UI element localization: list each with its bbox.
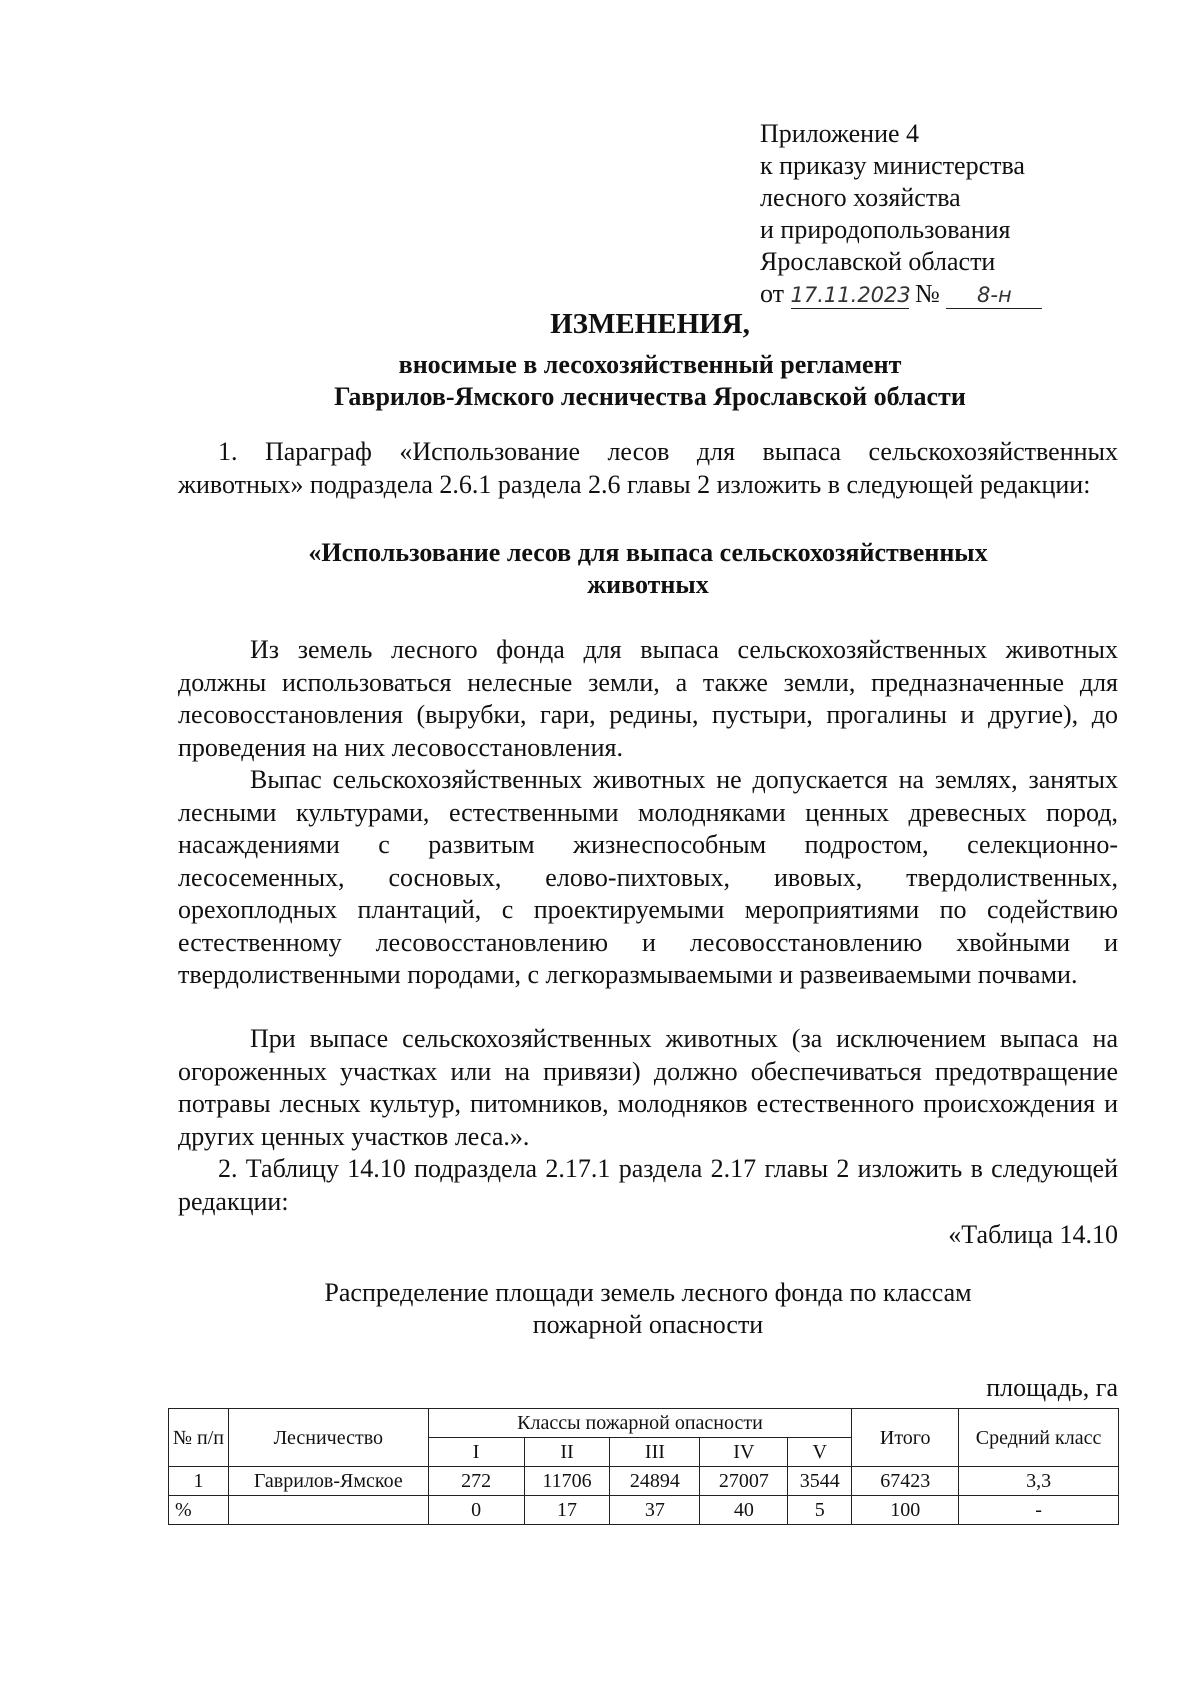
cell-class-4: 40 — [700, 1496, 788, 1525]
header-forestry: Лесничество — [228, 1409, 428, 1467]
cell-average-class: 3,3 — [959, 1467, 1119, 1496]
appendix-line: к приказу министерства — [760, 151, 1025, 180]
cell-number: 1 — [169, 1467, 229, 1496]
cell-class-3: 37 — [610, 1496, 700, 1525]
appendix-block — [760, 118, 1042, 310]
document-subtitle: Гаврилов-Ямского лесничества Ярославской области — [334, 382, 966, 411]
appendix-line: лесного хозяйства — [760, 183, 961, 212]
cell-total: 67423 — [852, 1467, 959, 1496]
order-date-number — [760, 278, 1042, 310]
table-caption: пожарной опасности — [532, 1310, 764, 1339]
section1-intro: 1. Параграф «Использование лесов для выпаса сельскохозяйственных животных» подраздела 2.6.1 раздела 2.6 главы 2 изложить в следующей редакции: — [178, 437, 1118, 499]
section1-paragraph: Выпас сельскохозяйственных животных не допускается на землях, занятых лесными культурами, естественными молодняками ценных древесных пород, насаждениями с развитым жизнеспособным подростом, селекционно-лесосеменных, сосновых, елово-пихтовых, ивовых, твердолиственных, орехоплодных плантаций, с проектируемыми мероприятиями по содействию естественному лесовосстановлению и лесовосстановлению хвойными и твердолиственными породами, с легкоразмываемыми и развеиваемыми почвами. — [178, 765, 1118, 989]
appendix-line: Приложение 4 — [760, 119, 920, 148]
header-class-5: V — [788, 1438, 852, 1467]
table-header-row — [169, 1409, 1119, 1438]
number-prefix: № — [915, 279, 940, 308]
section1-paragraph: При выпасе сельскохозяйственных животных (за исключением выпаса на огороженных участках или на привязи) должно обеспечиваться предотвращение потравы лесных культур, питомников, молодняков естественного происхождения и других ценных участков леса.». — [178, 1024, 1118, 1151]
header-number: № п/п — [169, 1409, 229, 1467]
cell-forestry — [228, 1496, 428, 1525]
table-row — [169, 1467, 1119, 1496]
cell-class-3: 24894 — [610, 1467, 700, 1496]
cell-class-1: 0 — [428, 1496, 524, 1525]
section2-intro: 2. Таблицу 14.10 подраздела 2.17.1 раздела 2.17 главы 2 изложить в следующей редакции: — [178, 1154, 1118, 1216]
cell-average-class: - — [959, 1496, 1119, 1525]
header-average-class: Средний класс — [959, 1409, 1119, 1467]
order-date: 17.11.2023 — [790, 283, 911, 307]
header-class-1: I — [428, 1438, 524, 1467]
appendix-line: Ярославской области — [760, 247, 996, 276]
header-class-4: IV — [700, 1438, 788, 1467]
cell-class-1: 272 — [428, 1467, 524, 1496]
cell-class-2: 11706 — [524, 1467, 610, 1496]
cell-class-2: 17 — [524, 1496, 610, 1525]
header-total: Итого — [852, 1409, 959, 1467]
header-classes: Классы пожарной опасности — [428, 1409, 852, 1438]
cell-total: 100 — [852, 1496, 959, 1525]
table-caption: Распределение площади земель лесного фонда по классам — [324, 1278, 972, 1307]
table-reference: «Таблица 14.10 — [948, 1220, 1118, 1249]
document-subtitle: вносимые в лесохозяйственный регламент — [398, 350, 902, 379]
cell-forestry: Гаврилов-Ямское — [228, 1467, 428, 1496]
header-class-2: II — [524, 1438, 610, 1467]
order-number: 8-н — [946, 282, 1042, 309]
cell-class-4: 27007 — [700, 1467, 788, 1496]
table-row — [169, 1496, 1119, 1525]
table-unit: площадь, га — [986, 1373, 1118, 1402]
section1-heading: «Использование лесов для выпаса сельскохозяйственных животных — [308, 538, 988, 599]
header-class-3: III — [610, 1438, 700, 1467]
cell-class-5: 3544 — [788, 1467, 852, 1496]
cell-class-5: 5 — [788, 1496, 852, 1525]
fire-danger-table — [168, 1408, 1119, 1525]
document-title: ИЗМЕНЕНИЯ, — [550, 308, 750, 340]
appendix-line: и природопользования — [760, 215, 1011, 244]
section1-paragraph: Из земель лесного фонда для выпаса сельскохозяйственных животных должны использоваться нелесные земли, а также земли, предназначенные для лесовосстановления (вырубки, гари, редины, пустыри, прогалины и другие), до проведения на них лесовосстановления. — [178, 635, 1118, 762]
cell-number: % — [169, 1496, 229, 1525]
date-prefix: от — [760, 279, 785, 308]
